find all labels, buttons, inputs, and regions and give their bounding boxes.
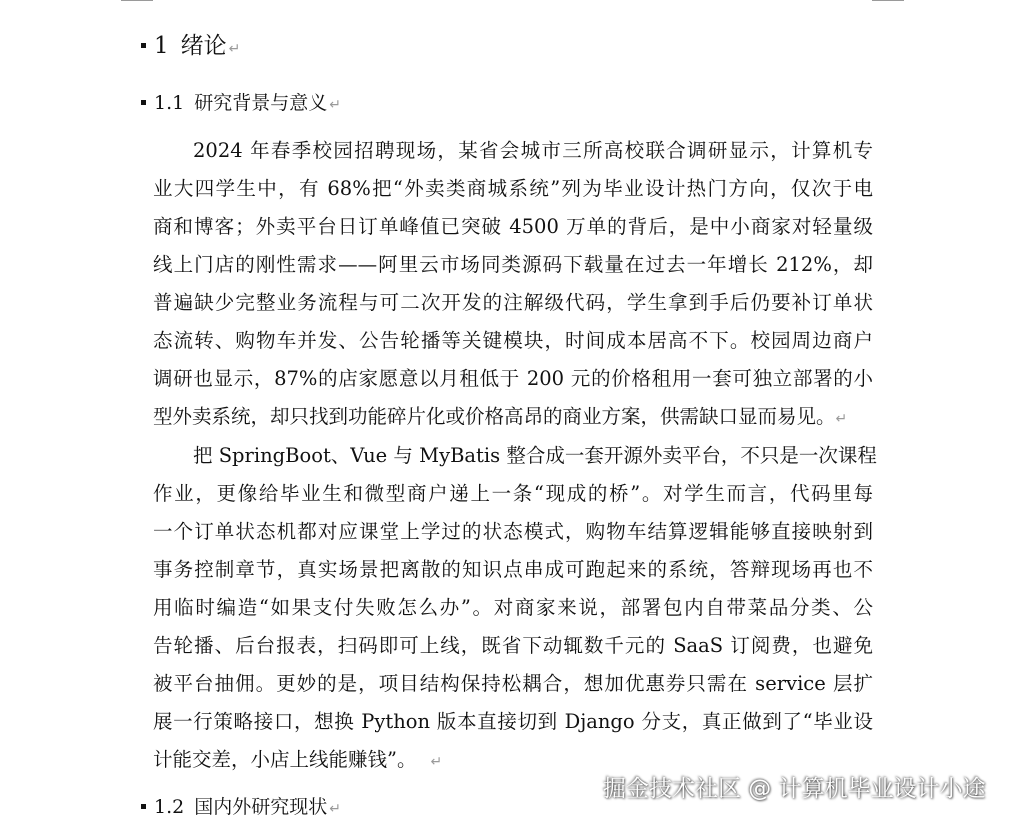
- paragraph-line: 把 SpringBoot、Vue 与 MyBatis 整合成一套开源外卖平台，不只是一次课程: [193, 444, 877, 467]
- page-corner-mark-left: [121, 0, 153, 1]
- heading-1-2[interactable]: [141, 792, 341, 819]
- paragraph-line: 普遍缺少完整业务流程与可二次开发的注解级代码，学生拿到手后仍要补订单状: [153, 291, 873, 314]
- paragraph-line: 用临时编造“如果支付失败怎么办”。对商家来说，部署包内自带菜品分类、公: [153, 596, 873, 619]
- paragraph-line: 线上门店的刚性需求——阿里云市场同类源码下载量在过去一年增长 212%，却: [153, 253, 873, 276]
- paragraph-line-last: [153, 398, 873, 436]
- paragraph-line: 业大四学生中，有 68%把“外卖类商城系统”列为毕业设计热门方向，仅次于电: [153, 177, 873, 200]
- paragraph-mark-icon: ↵: [228, 41, 241, 57]
- heading-number: 1.2: [154, 796, 185, 818]
- heading-bullet-icon: [141, 804, 146, 809]
- paragraph-line: 调研也显示，87%的店家愿意以月租低于 200 元的价格租用一套可独立部署的小: [153, 367, 873, 390]
- paragraph-line-text: 型外卖系统，却只找到功能碎片化或价格高昂的商业方案，供需缺口显而易见。: [153, 405, 836, 428]
- heading-1-1[interactable]: [141, 88, 341, 115]
- paragraph-line: 商和博客；外卖平台日订单峰值已突破 4500 万单的背后，是中小商家对轻量级: [153, 215, 873, 238]
- heading-title: 国内外研究现状: [194, 796, 328, 818]
- paragraph-line: 作业，更像给毕业生和微型商户递上一条“现成的桥”。对学生而言，代码里每: [153, 482, 873, 505]
- paragraph-line: 2024 年春季校园招聘现场，某省会城市三所高校联合调研显示，计算机专: [193, 139, 873, 162]
- heading-1[interactable]: [141, 27, 240, 60]
- heading-number: 1: [154, 33, 169, 59]
- heading-bullet-icon: [141, 100, 146, 105]
- paragraph-line: 被平台抽佣。更妙的是，项目结构保持松耦合，想加优惠券只需在 service 层扩: [153, 672, 873, 695]
- heading-bullet-icon: [141, 43, 146, 48]
- heading-title: 绪论: [180, 33, 227, 59]
- paragraph-line: 态流转、购物车并发、公告轮播等关键模块，时间成本居高不下。校园周边商户: [153, 329, 873, 352]
- paragraph-mark-icon: ↵: [430, 754, 443, 770]
- paragraph-line: 告轮播、后台报表，扫码即可上线，既省下动辄数千元的 SaaS 订阅费，也避免: [153, 634, 873, 657]
- watermark: 掘金技术社区 @ 计算机毕业设计小途: [603, 776, 986, 802]
- paragraph-mark-icon: ↵: [329, 97, 341, 113]
- paragraph-line: 一个订单状态机都对应课堂上学过的状态模式，购物车结算逻辑能够直接映射到: [153, 520, 873, 543]
- paragraph-line-text: 计能交差，小店上线能赚钱”。: [153, 748, 417, 771]
- paragraph-mark-icon: ↵: [835, 411, 848, 427]
- paragraph-mark-icon: ↵: [329, 801, 341, 817]
- page-corner-mark-right: [872, 0, 904, 1]
- heading-title: 研究背景与意义: [194, 92, 328, 114]
- paragraph-line: 事务控制章节，真实场景把离散的知识点串成可跑起来的系统，答辩现场再也不: [153, 558, 873, 581]
- heading-number: 1.1: [154, 92, 185, 114]
- paragraph-line: 展一行策略接口，想换 Python 版本直接切到 Django 分支，真正做到了“毕业设: [153, 710, 873, 733]
